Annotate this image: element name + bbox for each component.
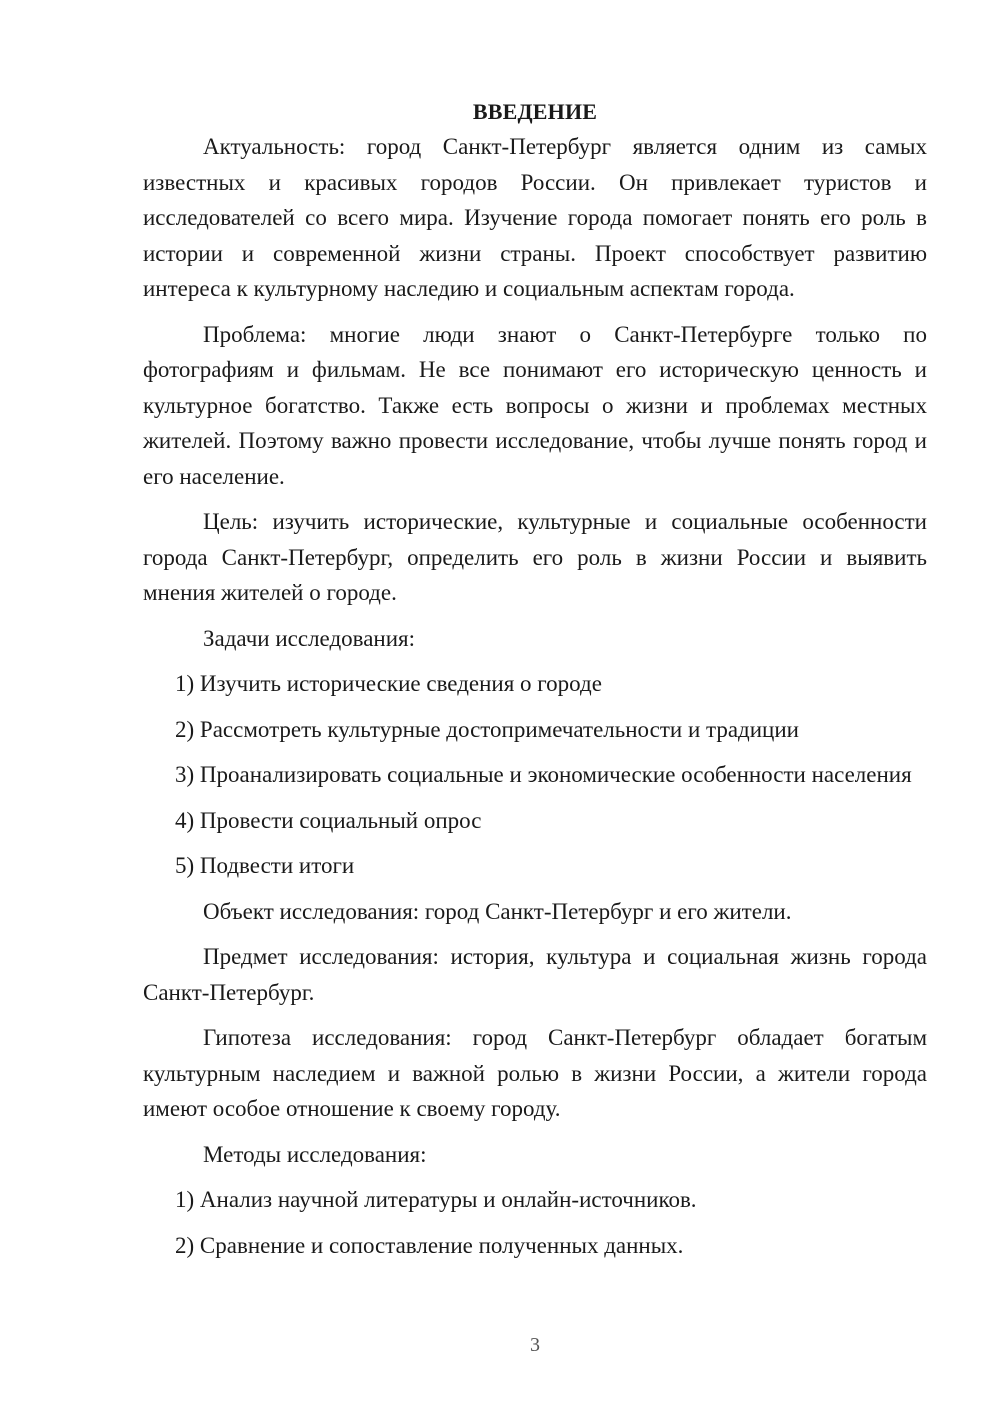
hypothesis-paragraph: Гипотеза исследования: город Санкт-Петербург обладает богатым культурным наследием и важной ролью в жизни России, а жители города имеют особое отношение к своему городу. xyxy=(143,1025,927,1121)
task-item: 3) Проанализировать социальные и экономические особенности населения xyxy=(175,762,912,787)
subject-paragraph: Предмет исследования: история, культура и социальная жизнь города Санкт-Петербург. xyxy=(143,944,927,1005)
page-content xyxy=(143,94,927,1273)
tasks-label: Задачи исследования: xyxy=(203,625,416,651)
methods-label: Методы исследования: xyxy=(203,1141,427,1167)
method-item: 2) Сравнение и сопоставление полученных данных. xyxy=(175,1232,684,1258)
task-item: 4) Провести социальный опрос xyxy=(175,807,482,833)
task-item: 2) Рассмотреть культурные достопримечательности и традиции xyxy=(175,716,799,742)
problem-paragraph: Проблема: многие люди знают о Санкт-Петербурге только по фотографиям и фильмам. Не все понимают его историческую ценность и культурное богатство. Также есть вопросы о жизни и проблемах местных жителей. Поэтому важно провести исследование, чтобы лучше понять город и его население. xyxy=(143,321,927,489)
relevance-paragraph: Актуальность: город Санкт-Петербург является одним из самых известных и красивых городов России. Он привлекает туристов и исследователей со всего мира. Изучение города помогает понять его роль в истории и современной жизни страны. Проект способствует развитию интереса к культурному наследию и социальным аспектам города. xyxy=(143,134,927,301)
section-heading: ВВЕДЕНИЕ xyxy=(472,99,598,124)
task-item: 1) Изучить исторические сведения о городе xyxy=(175,671,602,696)
page-number: 3 xyxy=(530,1334,540,1356)
object-paragraph: Объект исследования: город Санкт-Петербург и его жители. xyxy=(203,898,792,924)
goal-paragraph: Цель: изучить исторические, культурные и социальные особенности города Санкт-Петербург, определить его роль в жизни России и выявить мнения жителей о городе. xyxy=(143,509,927,605)
method-item: 1) Анализ научной литературы и онлайн-источников. xyxy=(175,1187,697,1212)
task-item: 5) Подвести итоги xyxy=(175,853,355,878)
